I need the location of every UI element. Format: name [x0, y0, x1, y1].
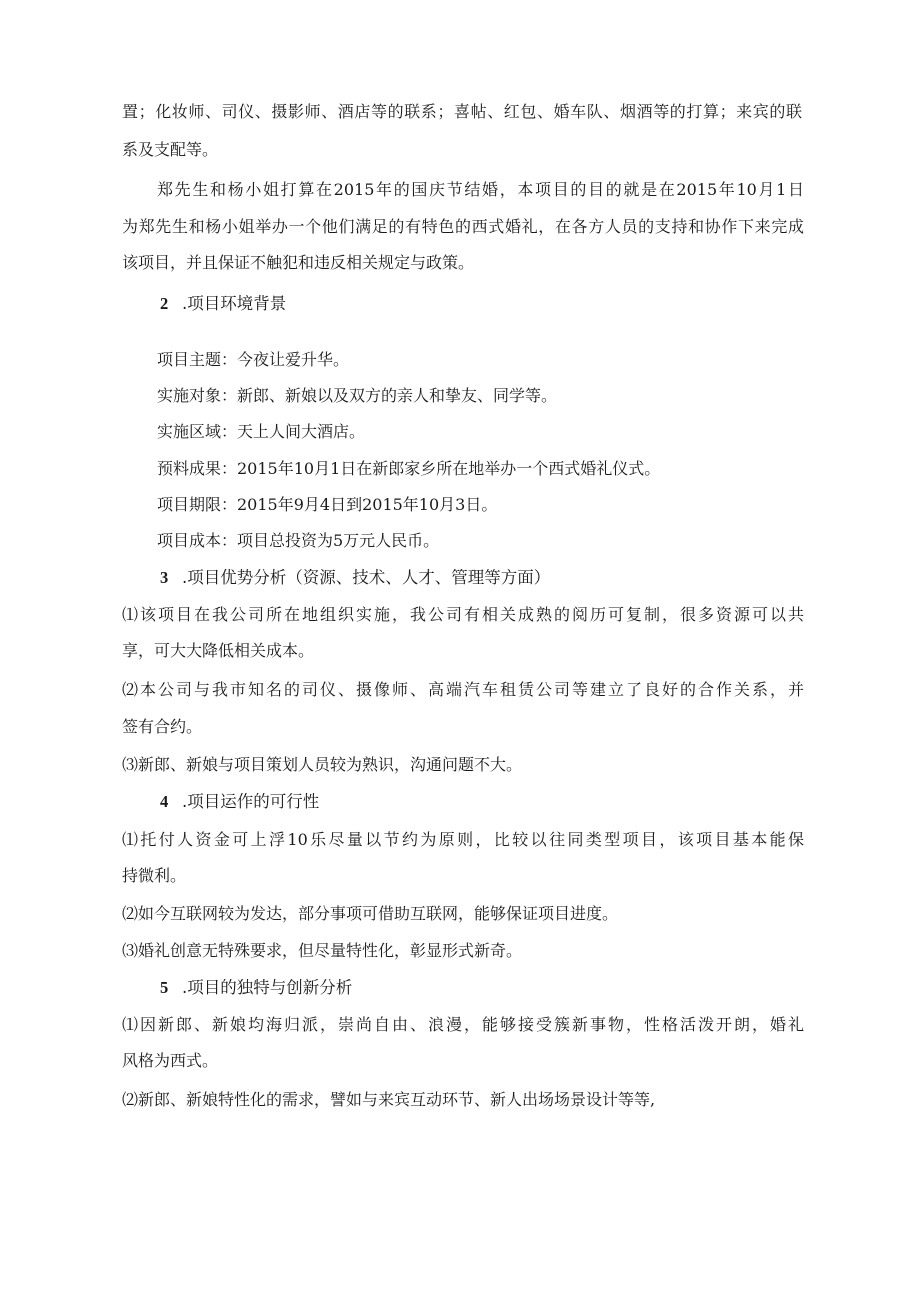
env-result: 预料成果：2015年10月1日在新郎家乡所在地举办一个西式婚礼仪式。 — [157, 459, 661, 478]
section-3-item-2-line-1: ⑵本公司与我市知名的司仪、摄像师、高端汽车租赁公司等建立了良好的合作关系，并 — [122, 680, 804, 699]
section-3-heading — [160, 568, 550, 588]
paragraph-2-line-1: 郑先生和杨小姐打算在2015年的国庆节结婚，本项目的目的就是在2015年10月1日 — [157, 180, 804, 199]
section-4-heading — [160, 792, 319, 812]
section-3-number: 3 — [160, 568, 169, 587]
section-4-item-3: ⑶婚礼创意无特殊要求，但尽量特性化，彰显形式新奇。 — [122, 941, 523, 960]
section-4-item-1-line-1: ⑴托付人资金可上浮10乐尽量以节约为原则，比较以往同类型项目，该项目基本能保 — [122, 830, 804, 849]
env-period: 项目期限：2015年9月4日到2015年10月3日。 — [157, 495, 498, 514]
section-3-title: .项目优势分析（资源、技术、人才、管理等方面） — [182, 568, 551, 587]
section-3-item-2-line-2: 签有合约。 — [122, 717, 203, 736]
section-5-number: 5 — [160, 978, 169, 997]
env-cost: 项目成本：项目总投资为5万元人民币。 — [157, 531, 440, 550]
paragraph-2-line-3: 该项目，并且保证不触犯和违反相关规定与政策。 — [122, 253, 475, 272]
env-theme: 项目主题：今夜让爱升华。 — [157, 350, 350, 369]
section-4-item-1-line-2: 持微利。 — [122, 866, 187, 885]
section-5-heading — [160, 978, 352, 998]
paragraph-2-line-2: 为郑先生和杨小姐举办一个他们满足的有特色的西式婚礼，在各方人员的支持和协作下来完成 — [122, 217, 804, 236]
paragraph-1-line-1: 置；化妆师、司仪、摄影师、酒店等的联系；喜帖、红包、婚车队、烟酒等的打算；来宾的联 — [122, 102, 802, 121]
section-4-item-2: ⑵如今互联网较为发达，部分事项可借助互联网，能够保证项目进度。 — [122, 904, 619, 923]
section-4-number: 4 — [160, 792, 169, 811]
section-2-title: .项目环境背景 — [182, 294, 287, 313]
env-target: 实施对象：新郎、新娘以及双方的亲人和挚友、同学等。 — [157, 386, 558, 405]
env-area: 实施区域：天上人间大酒店。 — [157, 422, 366, 441]
section-3-item-3: ⑶新郎、新娘与项目策划人员较为熟识，沟通问题不大。 — [122, 755, 523, 774]
paragraph-1-line-2: 系及支配等。 — [122, 140, 219, 159]
section-3-item-1-line-2: 享，可大大降低相关成本。 — [122, 641, 315, 660]
section-5-item-2: ⑵新郎、新娘特性化的需求，譬如与来宾互动环节、新人出场场景设计等等, — [122, 1090, 656, 1109]
section-2-heading — [160, 294, 286, 314]
section-4-title: .项目运作的可行性 — [182, 792, 320, 811]
section-3-item-1-line-1: ⑴该项目在我公司所在地组织实施，我公司有相关成熟的阅历可复制，很多资源可以共 — [122, 605, 804, 624]
section-2-number: 2 — [160, 294, 169, 313]
section-5-item-1-line-1: ⑴因新郎、新娘均海归派，崇尚自由、浪漫，能够接受簇新事物，性格活泼开朗，婚礼 — [122, 1015, 804, 1034]
section-5-item-1-line-2: 风格为西式。 — [122, 1051, 219, 1070]
section-5-title: .项目的独特与创新分析 — [182, 978, 353, 997]
